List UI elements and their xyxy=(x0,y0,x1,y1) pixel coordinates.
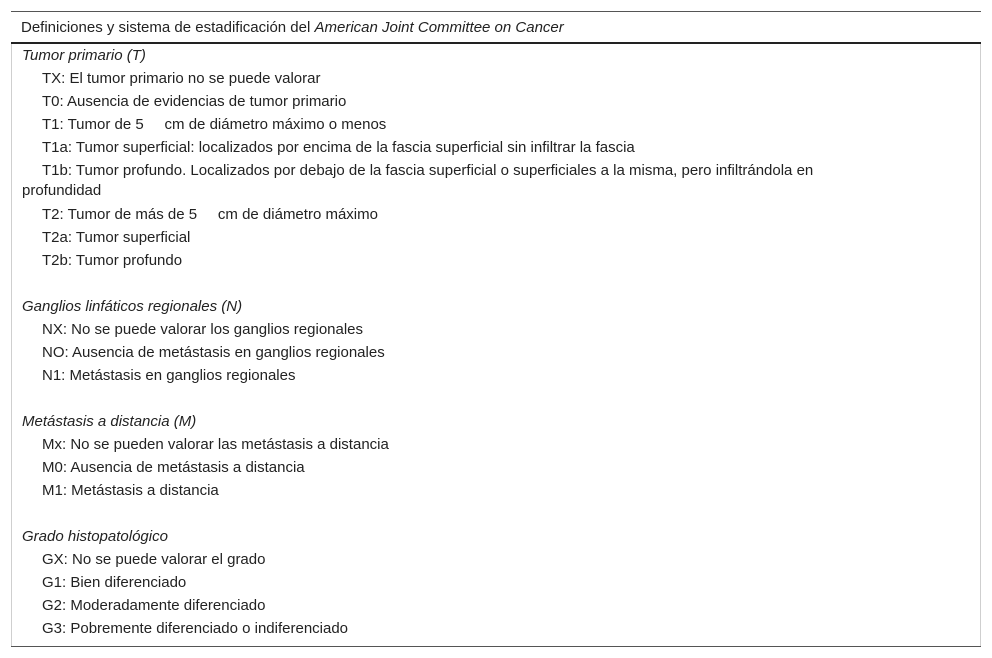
tumor-item-t0: T0: Ausencia de evidencias de tumor primario xyxy=(42,93,347,110)
tumor-item-t2: T2: Tumor de más de 5 cm de diámetro máximo xyxy=(42,206,378,223)
table-caption xyxy=(11,12,981,44)
grade-item-g2: G2: Moderadamente diferenciado xyxy=(42,597,266,614)
section-heading-tumor: Tumor primario (T) xyxy=(22,47,146,64)
nodes-item-n0: NO: Ausencia de metástasis en ganglios regionales xyxy=(42,344,385,361)
section-heading-grade: Grado histopatológico xyxy=(22,528,168,545)
tumor-item-t1: T1: Tumor de 5 cm de diámetro máximo o menos xyxy=(42,116,387,133)
nodes-item-n1: N1: Metástasis en ganglios regionales xyxy=(42,367,296,384)
tumor-item-tx: TX: El tumor primario no se puede valorar xyxy=(42,70,321,87)
caption-emphasis: American Joint Committee on Cancer xyxy=(314,19,564,36)
tumor-item-t2a: T2a: Tumor superficial xyxy=(42,229,191,246)
table-body xyxy=(11,44,981,646)
metastasis-item-m0: M0: Ausencia de metástasis a distancia xyxy=(42,459,305,476)
staging-table xyxy=(11,11,981,647)
caption-text: Definiciones y sistema de estadificación del xyxy=(21,19,315,36)
metastasis-item-mx: Mx: No se pueden valorar las metástasis a distancia xyxy=(42,436,389,453)
section-heading-nodes: Ganglios linfáticos regionales (N) xyxy=(22,298,243,315)
section-heading-metastasis: Metástasis a distancia (M) xyxy=(22,413,197,430)
tumor-item-t1b: T1b: Tumor profundo. Localizados por debajo de la fascia superficial o superficiales a la misma, pero infiltrándola en profundidad xyxy=(22,162,814,199)
grade-item-gx: GX: No se puede valorar el grado xyxy=(42,551,266,568)
nodes-item-nx: NX: No se puede valorar los ganglios regionales xyxy=(42,321,364,338)
grade-item-g1: G1: Bien diferenciado xyxy=(42,574,187,591)
tumor-item-t1a: T1a: Tumor superficial: localizados por encima de la fascia superficial sin infiltrar la fascia xyxy=(42,139,635,156)
metastasis-item-m1: M1: Metástasis a distancia xyxy=(42,482,219,499)
tumor-item-t2b: T2b: Tumor profundo xyxy=(42,252,183,269)
grade-item-g3: G3: Pobremente diferenciado o indiferenciado xyxy=(42,620,349,637)
